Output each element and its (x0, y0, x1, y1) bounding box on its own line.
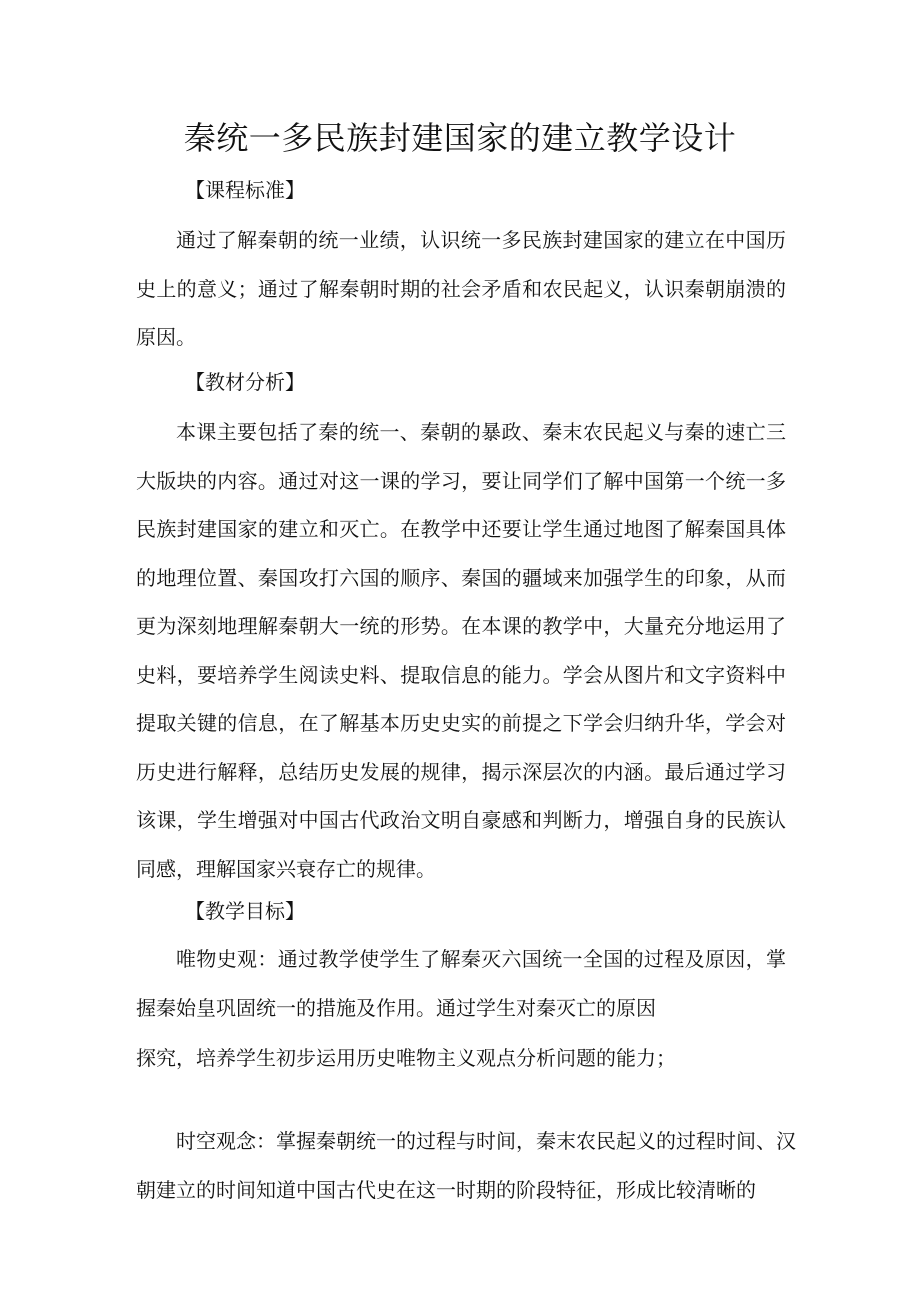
section-heading-curriculum-standard: 【课程标准】 (185, 178, 305, 202)
paragraph-objective-materialism: 唯物史观：通过教学使学生了解秦灭六国统一全国的过程及原因，掌握秦始皇巩固统一的措施及作用。通过学生对秦灭亡的原因 (136, 947, 786, 1020)
paragraph-textbook-analysis: 本课主要包括了秦的统一、秦朝的暴政、秦末农民起义与秦的速亡三大版块的内容。通过对这一课的学习，要让同学们了解中国第一个统一多民族封建国家的建立和灭亡。在教学中还要让学生通过地图了解秦国具体的地理位置、秦国攻打六国的顺序、秦国的疆域来加强学生的印象，从而更为深刻地理解秦朝大一统的形势。在本课的教学中，大量充分地运用了史料，要培养学生阅读史料、提取信息的能力。学会从图片和文字资料中提取关键的信息，在了解基本历史史实的前提之下学会归纳升华，学会对历史进行解释，总结历史发展的规律，揭示深层次的内涵。最后通过学习该课，学生增强对中国古代政治文明自豪感和判断力，增强自身的民族认同感，理解国家兴衰存亡的规律。 (136, 420, 786, 881)
section-heading-textbook-analysis: 【教材分析】 (185, 370, 305, 394)
paragraph-objective-materialism-continued: 探究，培养学生初步运用历史唯物主义观点分析问题的能力； (136, 1046, 676, 1070)
section-heading-teaching-objectives: 【教学目标】 (185, 899, 305, 923)
paragraph-objective-time-space: 时空观念：掌握秦朝统一的过程与时间，秦末农民起义的过程时间、汉朝建立的时间知道中国古代史在这一时期的阶段特征，形成比较清晰的 (136, 1129, 796, 1202)
document-title: 秦统一多民族封建国家的建立教学设计 (183, 119, 737, 157)
paragraph-curriculum-standard: 通过了解秦朝的统一业绩，认识统一多民族封建国家的建立在中国历史上的意义；通过了解秦朝时期的社会矛盾和农民起义，认识秦朝崩溃的原因。 (136, 228, 786, 349)
